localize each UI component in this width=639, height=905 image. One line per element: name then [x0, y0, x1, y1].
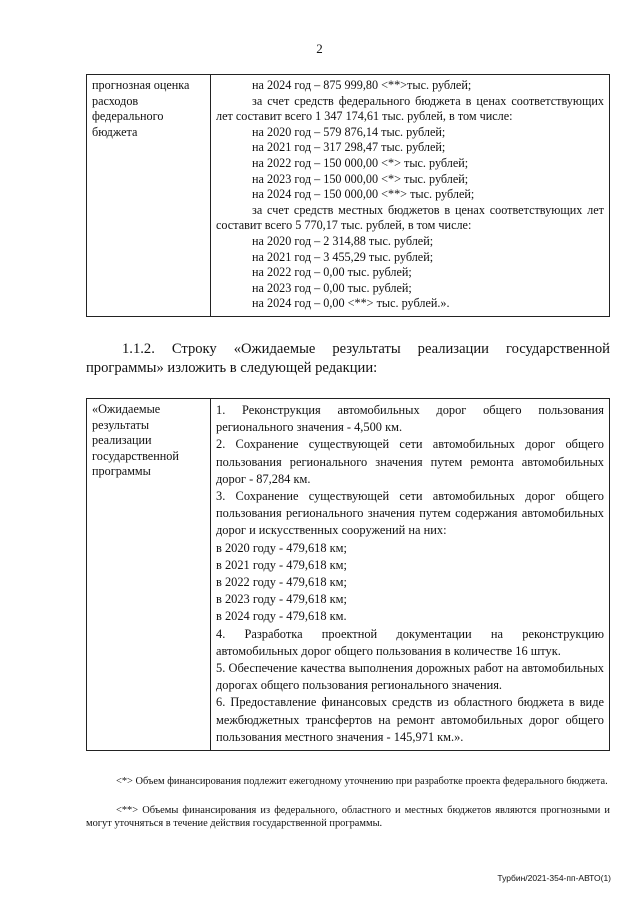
funding-line: на 2021 год – 317 298,47 тыс. рублей; — [252, 140, 446, 155]
funding-line: на 2024 год – 0,00 <**> тыс. рублей.». — [252, 296, 450, 311]
result-item: 1. Реконструкция автомобильных дорог общего пользования регионального значения - 4,500 км. — [216, 403, 604, 435]
footnote-1: <*> Объем финансирования подлежит ежегодному уточнению при разработке проекта федерального бюджета. — [116, 776, 608, 787]
results-table-values — [211, 399, 610, 751]
result-item: 3. Сохранение существующей сети автомобильных дорог общего пользования регионального значения путем содержания автомобильных дорог и искусственных сооружений на них: — [216, 489, 604, 538]
result-item: 2. Сохранение существующей сети автомобильных дорог общего пользования регионального значения путем ремонта автомобильных дорог - 87,284 км. — [216, 437, 604, 486]
result-item: 5. Обеспечение качества выполнения дорожных работ на автомобильных дорогах общего пользования регионального значения. — [216, 661, 604, 693]
funding-line: на 2021 год – 3 455,29 тыс. рублей; — [252, 249, 434, 264]
document-stamp: Турбин/2021-354-пп-АВТО(1) — [497, 873, 611, 883]
result-item: в 2023 году - 479,618 км; — [216, 592, 347, 607]
result-item: 6. Предоставление финансовых средств из областного бюджета в виде межбюджетных трансфертов на ремонт автомобильных дорог общего пользования местного значения - 145,971 км.». — [216, 695, 604, 744]
funding-line: за счет средств местных бюджетов в ценах соответствующих лет составит всего 5 770,17 тыс. рублей, в том числе: — [216, 202, 604, 233]
page-number: 2 — [316, 41, 323, 56]
result-item: в 2022 году - 479,618 км; — [216, 575, 347, 590]
funding-table — [86, 74, 610, 317]
result-item: в 2021 году - 479,618 км; — [216, 557, 347, 572]
funding-table-values — [211, 75, 610, 317]
funding-line: на 2020 год – 579 876,14 тыс. рублей; — [252, 124, 446, 139]
result-item: 4. Разработка проектной документации на реконструкцию автомобильных дорог общего пользования в количестве 16 штук. — [216, 626, 604, 658]
amendment-paragraph: 1.1.2. Строку «Ожидаемые результаты реализации государственной программы» изложить в следующей редакции: — [86, 341, 610, 376]
funding-line: за счет средств федерального бюджета в ценах соответствующих лет составит всего 1 347 174,61 тыс. рублей, в том числе: — [216, 93, 604, 124]
results-table-label: «Ожидаемые результаты реализации государственной программы — [87, 399, 211, 751]
funding-line: на 2020 год – 2 314,88 тыс. рублей; — [252, 233, 434, 248]
funding-line: на 2024 год – 150 000,00 <**> тыс. рублей; — [252, 187, 475, 202]
result-item: в 2024 году - 479,618 км. — [216, 609, 347, 624]
funding-line: на 2022 год – 150 000,00 <*> тыс. рублей; — [252, 155, 469, 170]
funding-table-label: прогнозная оценка расходов федерального бюджета — [87, 75, 211, 317]
funding-line: на 2024 год – 875 999,80 <**>тыс. рублей; — [252, 78, 472, 92]
result-item: в 2020 году - 479,618 км; — [216, 540, 347, 555]
footnote-2: <**> Объемы финансирования из федерального, областного и местных бюджетов являются прогнозными и могут уточняться в течение действия государственной программы. — [86, 805, 610, 830]
funding-line: на 2023 год – 0,00 тыс. рублей; — [252, 280, 412, 295]
results-table — [86, 398, 610, 751]
funding-line: на 2023 год – 150 000,00 <*> тыс. рублей; — [252, 171, 469, 186]
funding-line: на 2022 год – 0,00 тыс. рублей; — [252, 265, 412, 280]
